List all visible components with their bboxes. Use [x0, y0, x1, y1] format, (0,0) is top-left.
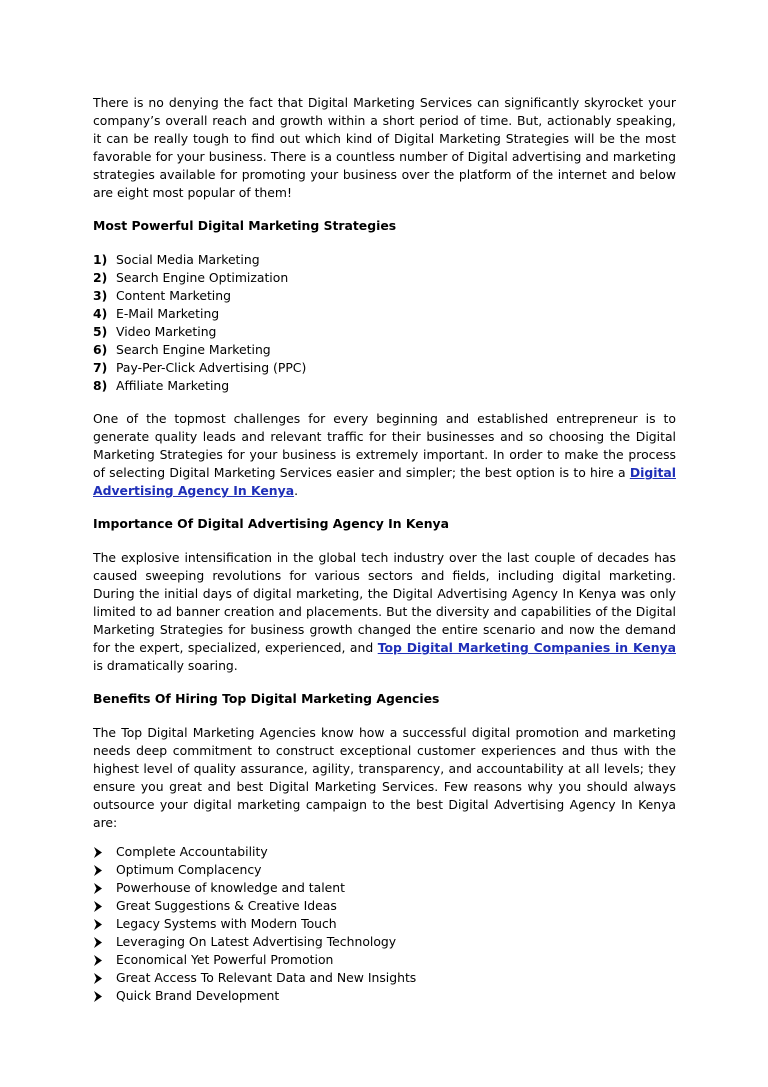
arrow-bullet-icon — [93, 937, 116, 948]
list-label: Search Engine Marketing — [116, 342, 271, 357]
benefits-paragraph: The Top Digital Marketing Agencies know how a successful digital promotion and marketing needs deep commitment to construct exceptional customer experiences and thus with the highest level of quality assurance, agility, transparency, and accountability at all levels; they ensure you great and best Digital Marketing Services. Few reasons why you should always outsource your digital marketing campaign to the best Digital Advertising Agency In Kenya are: — [93, 725, 676, 830]
strategies-heading: Most Powerful Digital Marketing Strategies — [93, 218, 397, 233]
list-number: 4) — [93, 306, 108, 321]
arrow-bullet-icon — [93, 973, 116, 984]
list-item — [93, 843, 676, 861]
list-label: Quick Brand Development — [116, 988, 280, 1003]
arrow-bullet-icon — [93, 847, 116, 858]
list-label: Affiliate Marketing — [116, 378, 230, 393]
arrow-bullet-icon — [93, 919, 116, 930]
list-label: Legacy Systems with Modern Touch — [116, 916, 337, 931]
strategies-list — [93, 251, 676, 395]
list-number: 5) — [93, 324, 108, 339]
list-item — [93, 305, 676, 323]
list-number: 7) — [93, 360, 108, 375]
list-item — [93, 861, 676, 879]
arrow-bullet-icon — [93, 901, 116, 912]
list-label: Powerhouse of knowledge and talent — [116, 880, 346, 895]
list-item — [93, 251, 676, 269]
list-item — [93, 897, 676, 915]
list-item — [93, 879, 676, 897]
list-number: 6) — [93, 342, 108, 357]
list-item — [93, 323, 676, 341]
list-number: 1) — [93, 252, 108, 267]
list-label: Complete Accountability — [116, 844, 268, 859]
top-digital-marketing-companies-link[interactable]: Top Digital Marketing Companies in Kenya — [377, 640, 676, 655]
benefits-heading: Benefits Of Hiring Top Digital Marketing Agencies — [93, 691, 440, 706]
list-label: Great Access To Relevant Data and New Insights — [116, 970, 417, 985]
list-item — [93, 287, 676, 305]
importance-paragraph — [93, 549, 676, 675]
importance-text: The explosive intensification in the global tech industry over the last couple of decades has caused sweeping revolutions for various sectors and fields, including digital marketing. During the initial days of digital marketing, the Digital Advertising Agency In Kenya was only limited to ad banner creation and placements. But the diversity and capabilities of the Digital Marketing Strategies for business growth changed the entire scenario and now the demand for the expert, specialized, experienced, and — [93, 550, 676, 655]
list-label: Social Media Marketing — [116, 252, 260, 267]
importance-heading: Importance Of Digital Advertising Agency In Kenya — [93, 516, 449, 531]
arrow-bullet-icon — [93, 865, 116, 876]
digital-advertising-agency-link[interactable]: Digital Advertising Agency In Kenya — [93, 465, 676, 498]
list-number: 8) — [93, 378, 108, 393]
importance-text-end: is dramatically soaring. — [93, 658, 238, 673]
list-label: Search Engine Optimization — [116, 270, 289, 285]
arrow-bullet-icon — [93, 955, 116, 966]
intro-paragraph: There is no denying the fact that Digital Marketing Services can significantly skyrocket your company’s overall reach and growth within a short period of time. But, actionably speaking, it can be really tough to find out which kind of Digital Marketing Strategies will be the most favorable for your business. There is a countless number of Digital advertising and marketing strategies available for promoting your business over the platform of the internet and below are eight most popular of them! — [93, 95, 676, 200]
list-label: Pay-Per-Click Advertising (PPC) — [116, 360, 307, 375]
list-number: 2) — [93, 270, 108, 285]
list-item — [93, 359, 676, 377]
challenges-text: One of the topmost challenges for every beginning and established entrepreneur is to generate quality leads and relevant traffic for their businesses and so choosing the Digital Marketing Strategies for your business is extremely important. In order to make the process of selecting Digital Marketing Services easier and simpler; the best option is to hire a — [93, 411, 676, 480]
list-label: Content Marketing — [116, 288, 231, 303]
list-label: E-Mail Marketing — [116, 306, 220, 321]
challenges-paragraph — [93, 410, 676, 500]
list-item — [93, 915, 676, 933]
list-label: Great Suggestions & Creative Ideas — [116, 898, 337, 913]
list-label: Optimum Complacency — [116, 862, 262, 877]
list-number: 3) — [93, 288, 108, 303]
list-label: Leveraging On Latest Advertising Technology — [116, 934, 397, 949]
list-label: Economical Yet Powerful Promotion — [116, 952, 334, 967]
arrow-bullet-icon — [93, 883, 116, 894]
list-item — [93, 341, 676, 359]
list-item — [93, 987, 676, 1005]
list-item — [93, 269, 676, 287]
challenges-text-end: . — [294, 483, 299, 498]
list-label: Video Marketing — [116, 324, 217, 339]
list-item — [93, 969, 676, 987]
list-item — [93, 951, 676, 969]
list-item — [93, 377, 676, 395]
benefits-list — [93, 843, 676, 1005]
arrow-bullet-icon — [93, 991, 116, 1002]
list-item — [93, 933, 676, 951]
